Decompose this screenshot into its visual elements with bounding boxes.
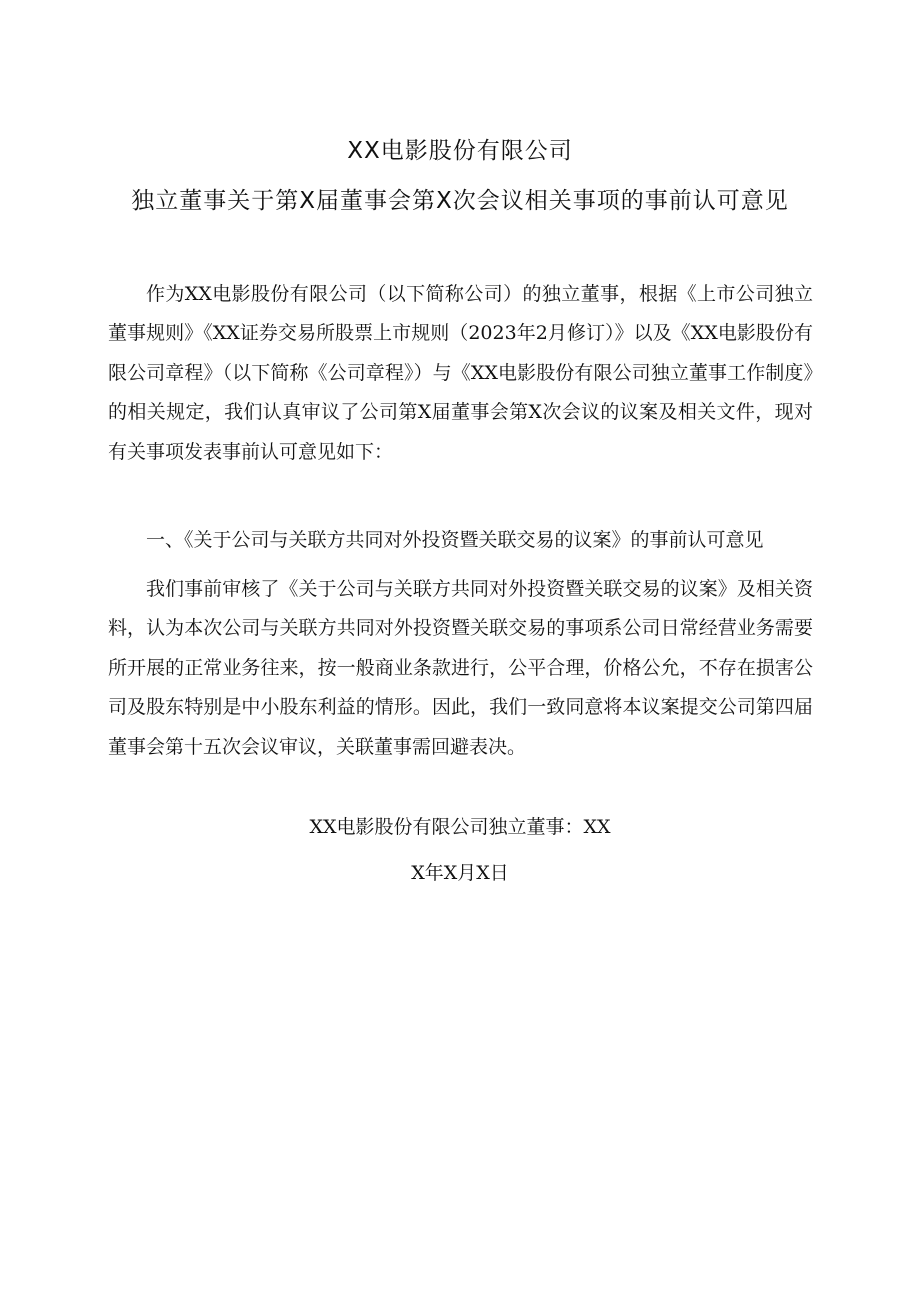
company-title: XX电影股份有限公司 — [347, 138, 573, 164]
intro-paragraph: 作为XX电影股份有限公司（以下简称公司）的独立董事，根据《上市公司独立董事规则》《XX证券交易所股票上市规则（2023年2月修订）》以及《XX电影股份有限公司章程》（以下简称《公司章程》）与《XX电影股份有限公司独立董事工作制度》的相关规定，我们认真审议了公司第X届董事会第X次会议的议案及相关文件，现对有关事项发表事前认可意见如下： — [108, 283, 813, 463]
signature-line: XX电影股份有限公司独立董事：XX — [309, 816, 611, 838]
item-heading: 一、《关于公司与关联方共同对外投资暨关联交易的议案》的事前认可意见 — [146, 529, 764, 551]
document-subject-title: 独立董事关于第X届董事会第X次会议相关事项的事前认可意见 — [131, 188, 789, 214]
date-line: X年X月X日 — [411, 862, 509, 884]
item-body-paragraph: 我们事前审核了《关于公司与关联方共同对外投资暨关联交易的议案》及相关资料，认为本次公司与关联方共同对外投资暨关联交易的事项系公司日常经营业务需要所开展的正常业务往来，按一般商业条款进行，公平合理，价格公允，不存在损害公司及股东特别是中小股东利益的情形。因此，我们一致同意将本议案提交公司第四届董事会第十五次会议审议，关联董事需回避表决。 — [108, 578, 813, 758]
